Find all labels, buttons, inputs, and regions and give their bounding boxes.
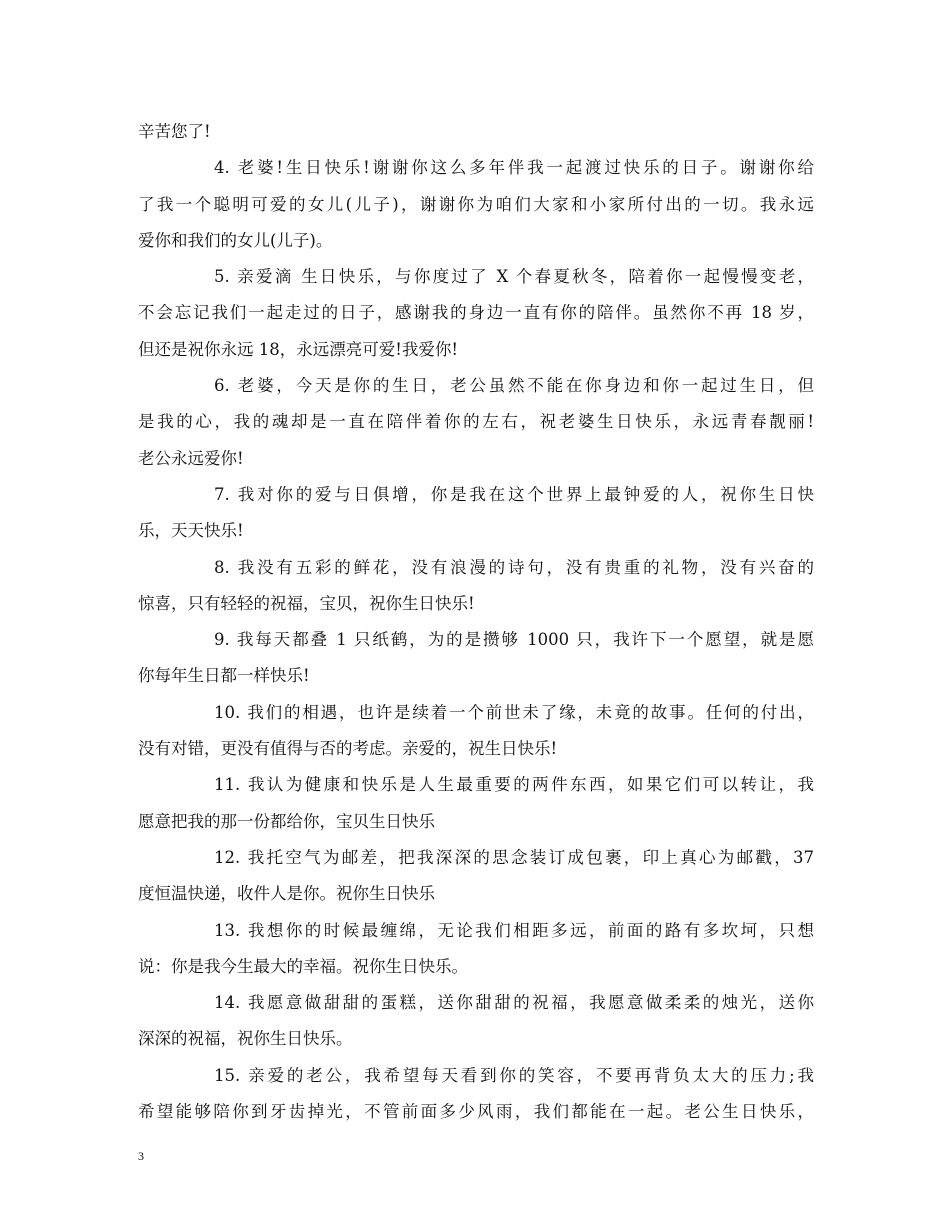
text-line: 说：你是我今生最大的幸福。祝你生日快乐。 xyxy=(138,956,468,976)
list-item-5-line-1: 5. 亲爱滴 生日快乐，与你度过了 X 个春夏秋冬，陪着你一起慢慢变老， xyxy=(214,267,814,287)
list-item-14-line-1: 14. 我愿意做甜甜的蛋糕，送你甜甜的祝福，我愿意做柔柔的烛光，送你 xyxy=(214,993,814,1013)
text-line: 不会忘记我们一起走过的日子，感谢我的身边一直有你的陪伴。虽然你不再 18 岁， xyxy=(138,303,814,323)
list-item-6-line-1: 6. 老婆，今天是你的生日，老公虽然不能在你身边和你一起过生日，但 xyxy=(214,376,814,396)
text-line: 希望能够陪你到牙齿掉光，不管前面多少风雨，我们都能在一起。老公生日快乐， xyxy=(138,1102,814,1122)
list-item-11-line-1: 11. 我认为健康和快乐是人生最重要的两件东西，如果它们可以转让，我 xyxy=(214,775,814,795)
list-item-8-line-1: 8. 我没有五彩的鲜花，没有浪漫的诗句，没有贵重的礼物，没有兴奋的 xyxy=(214,557,814,577)
text-line: 惊喜，只有轻轻的祝福，宝贝，祝你生日快乐! xyxy=(138,593,475,613)
text-line: 深深的祝福，祝你生日快乐。 xyxy=(138,1029,353,1049)
text-line: 你每年生日都一样快乐! xyxy=(138,666,310,686)
text-line: 但还是祝你永远 18，永远漂亮可爱!我爱你! xyxy=(138,339,459,359)
text-line: 乐，天天快乐! xyxy=(138,521,244,541)
list-item-12-line-1: 12. 我托空气为邮差，把我深深的思念装订成包裹，印上真心为邮戳，37 xyxy=(214,847,814,867)
body-text xyxy=(138,114,814,1130)
list-item-4-line-1: 4. 老婆!生日快乐!谢谢你这么多年伴我一起渡过快乐的日子。谢谢你给 xyxy=(214,158,814,178)
list-item-7-line-1: 7. 我对你的爱与日俱增，你是我在这个世界上最钟爱的人，祝你生日快 xyxy=(214,484,814,504)
text-line: 了我一个聪明可爱的女儿(儿子)，谢谢你为咱们大家和小家所付出的一切。我永远 xyxy=(138,194,814,214)
text-line: 辛苦您了! xyxy=(138,122,211,141)
text-line: 是我的心，我的魂却是一直在陪伴着你的左右，祝老婆生日快乐，永远青春靓丽! xyxy=(138,412,814,432)
text-line: 愿意把我的那一份都给你，宝贝生日快乐 xyxy=(138,811,435,831)
list-item-13-line-1: 13. 我想你的时候最缠绵，无论我们相距多远，前面的路有多坎坷，只想 xyxy=(214,920,814,940)
list-item-10-line-1: 10. 我们的相遇，也许是续着一个前世未了缘，未竟的故事。任何的付出， xyxy=(214,702,814,722)
text-line: 老公永远爱你! xyxy=(138,448,244,468)
text-line: 度恒温快递，收件人是你。祝你生日快乐 xyxy=(138,884,435,904)
text-line: 爱你和我们的女儿(儿子)。 xyxy=(138,230,333,250)
list-item-9-line-1: 9. 我每天都叠 1 只纸鹤，为的是攒够 1000 只，我许下一个愿望，就是愿 xyxy=(214,630,814,650)
text-line: 没有对错，更没有值得与否的考虑。亲爱的，祝生日快乐! xyxy=(138,739,558,759)
list-item-15-line-1: 15. 亲爱的老公，我希望每天看到你的笑容，不要再背负太大的压力;我 xyxy=(214,1065,814,1085)
page-number: 3 xyxy=(138,1149,144,1163)
